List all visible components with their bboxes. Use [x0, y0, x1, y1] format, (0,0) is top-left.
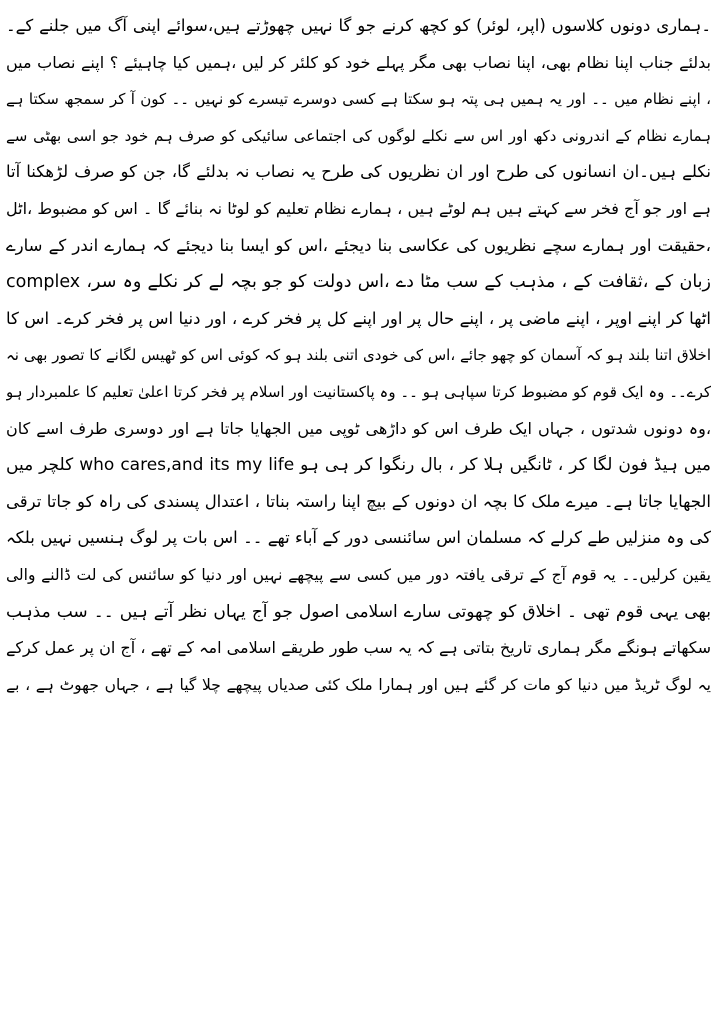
text-line: ہے اور جو آج فخر سے کہتے ہیں ہم لوٹے ہیں ، ہمارے نظام تعلیم کو لوٹا نہ بنائے گا ۔ اس کو مضبوط ،اٹل: [6, 198, 711, 218]
text-line: کی وہ منزلیں طے کرلے کہ مسلمان اس سائنسی دور کے آباء تھے ۔۔ اس بات پر لوگ ہنسیں نہیں بلکہ: [6, 528, 711, 548]
text-line: یہ لوگ ٹریڈ میں دنیا کو مات کر گئے ہیں اور ہمارا ملک کئی صدیاں پیچھے چلا گیا ہے ، جہاں جھوٹ ہے ، بے: [6, 675, 711, 694]
text-line: ، اپنے نظام میں ۔۔ اور یہ ہمیں ہی پتہ ہو سکتا ہے کسی دوسرے تیسرے کو نہیں ۔۔ کون آ کر سمجھ سکتا ہے: [6, 90, 711, 109]
text-line: complex ،زبان کے ،ثقافت کے ، مذہب کے سب مٹا دے ،اس دولت کو جو بچہ لے کر نکلے وہ سر: [6, 272, 711, 293]
text-line: بدلئے جناب اپنا نظام بھی، اپنا نصاب بھی مگر پہلے خود کو کلئر کر لیں ،ہمیں کیا چاہیئے ؟ اپنے نصاب میں: [6, 52, 711, 72]
text-line: اٹھا کر اپنے اوپر ، اپنے ماضی پر ، اپنے حال پر اور اپنے کل پر فخر کرے ، اور دنیا اس پر فخر کرے۔ اس کا: [6, 308, 711, 328]
text-line: اخلاق اتنا بلند ہو کہ آسمان کو چھو جائے ،اس کی خودی اتنی بلند ہو کہ کوئی اس کو ٹھیس لگانے کا تصور بھی نہ: [6, 346, 711, 365]
text-line: سکھاتے ہونگے مگر ہماری تاریخ بتاتی ہے کہ یہ سب طور طریقے اسلامی امہ کے تھے ، آج ان پر عمل کرکے: [6, 638, 711, 658]
text-line: ،حقیقت اور ہمارے سچے نظریوں کی عکاسی بنا دیجئے ،اس کو ایسا بنا دیجئے کہ ہمارے اندر کے سارے: [6, 235, 711, 255]
text-line: ،وہ دونوں شدتوں ، جہاں ایک طرف اس کو داڑھی ٹوپی میں الجھایا جاتا ہے اور دوسری طرف اسے کان: [6, 418, 711, 438]
text-line: میں ہیڈ فون لگا کر ، ٹانگیں ہلا کر ، بال رنگوا کر ہی ہو who cares,and its my life کلچر میں: [6, 455, 711, 476]
text-line: نکلے ہیں۔ان انسانوں کی طرح اور ان نظریوں کی طرح یہ نصاب نہ بدلئے گا، جن کو صرف لڑھکنا آتا: [6, 162, 711, 182]
text-line: الجھایا جاتا ہے۔ میرے ملک کا بچہ ان دونوں کے بیچ اپنا راستہ بناتا ، اعتدال پسندی کی راہ کو جاتا ترقی: [6, 491, 711, 511]
text-line: یقین کرلیں۔۔ یہ قوم آج کے ترقی یافتہ دور میں کسی سے پیچھے نہیں اور دنیا کو سائنس کی لت ڈالنے والی: [6, 565, 711, 584]
text-line: بھی یہی قوم تھی ۔ اخلاق کو چھوتی سارے اسلامی اصول جو آج یہاں نظر آتے ہیں ۔۔ سب مذہب: [6, 601, 711, 622]
document-page: [6, 8, 711, 1016]
text-line: ۔ہماری دونوں کلاسوں (اپر، لوئر) کو کچھ کرنے جو گا نہیں چھوڑتے ہیں،سوائے اپنی آگ میں جلنے کے۔: [6, 16, 711, 35]
text-line: ہمارے نظام کے اندرونی دکھ اور اس سے نکلے لوگوں کی اجتماعی سائیکی کو صرف ہم خود جو اسی بھٹی سے: [6, 126, 711, 145]
text-line: کرے۔۔ وہ ایک قوم کو مضبوط کرتا سپاہی ہو ۔۔ وہ پاکستانیت اور اسلام پر فخر کرتا اعلیٰ تعلیم کا علمبردار ہو: [6, 382, 711, 401]
